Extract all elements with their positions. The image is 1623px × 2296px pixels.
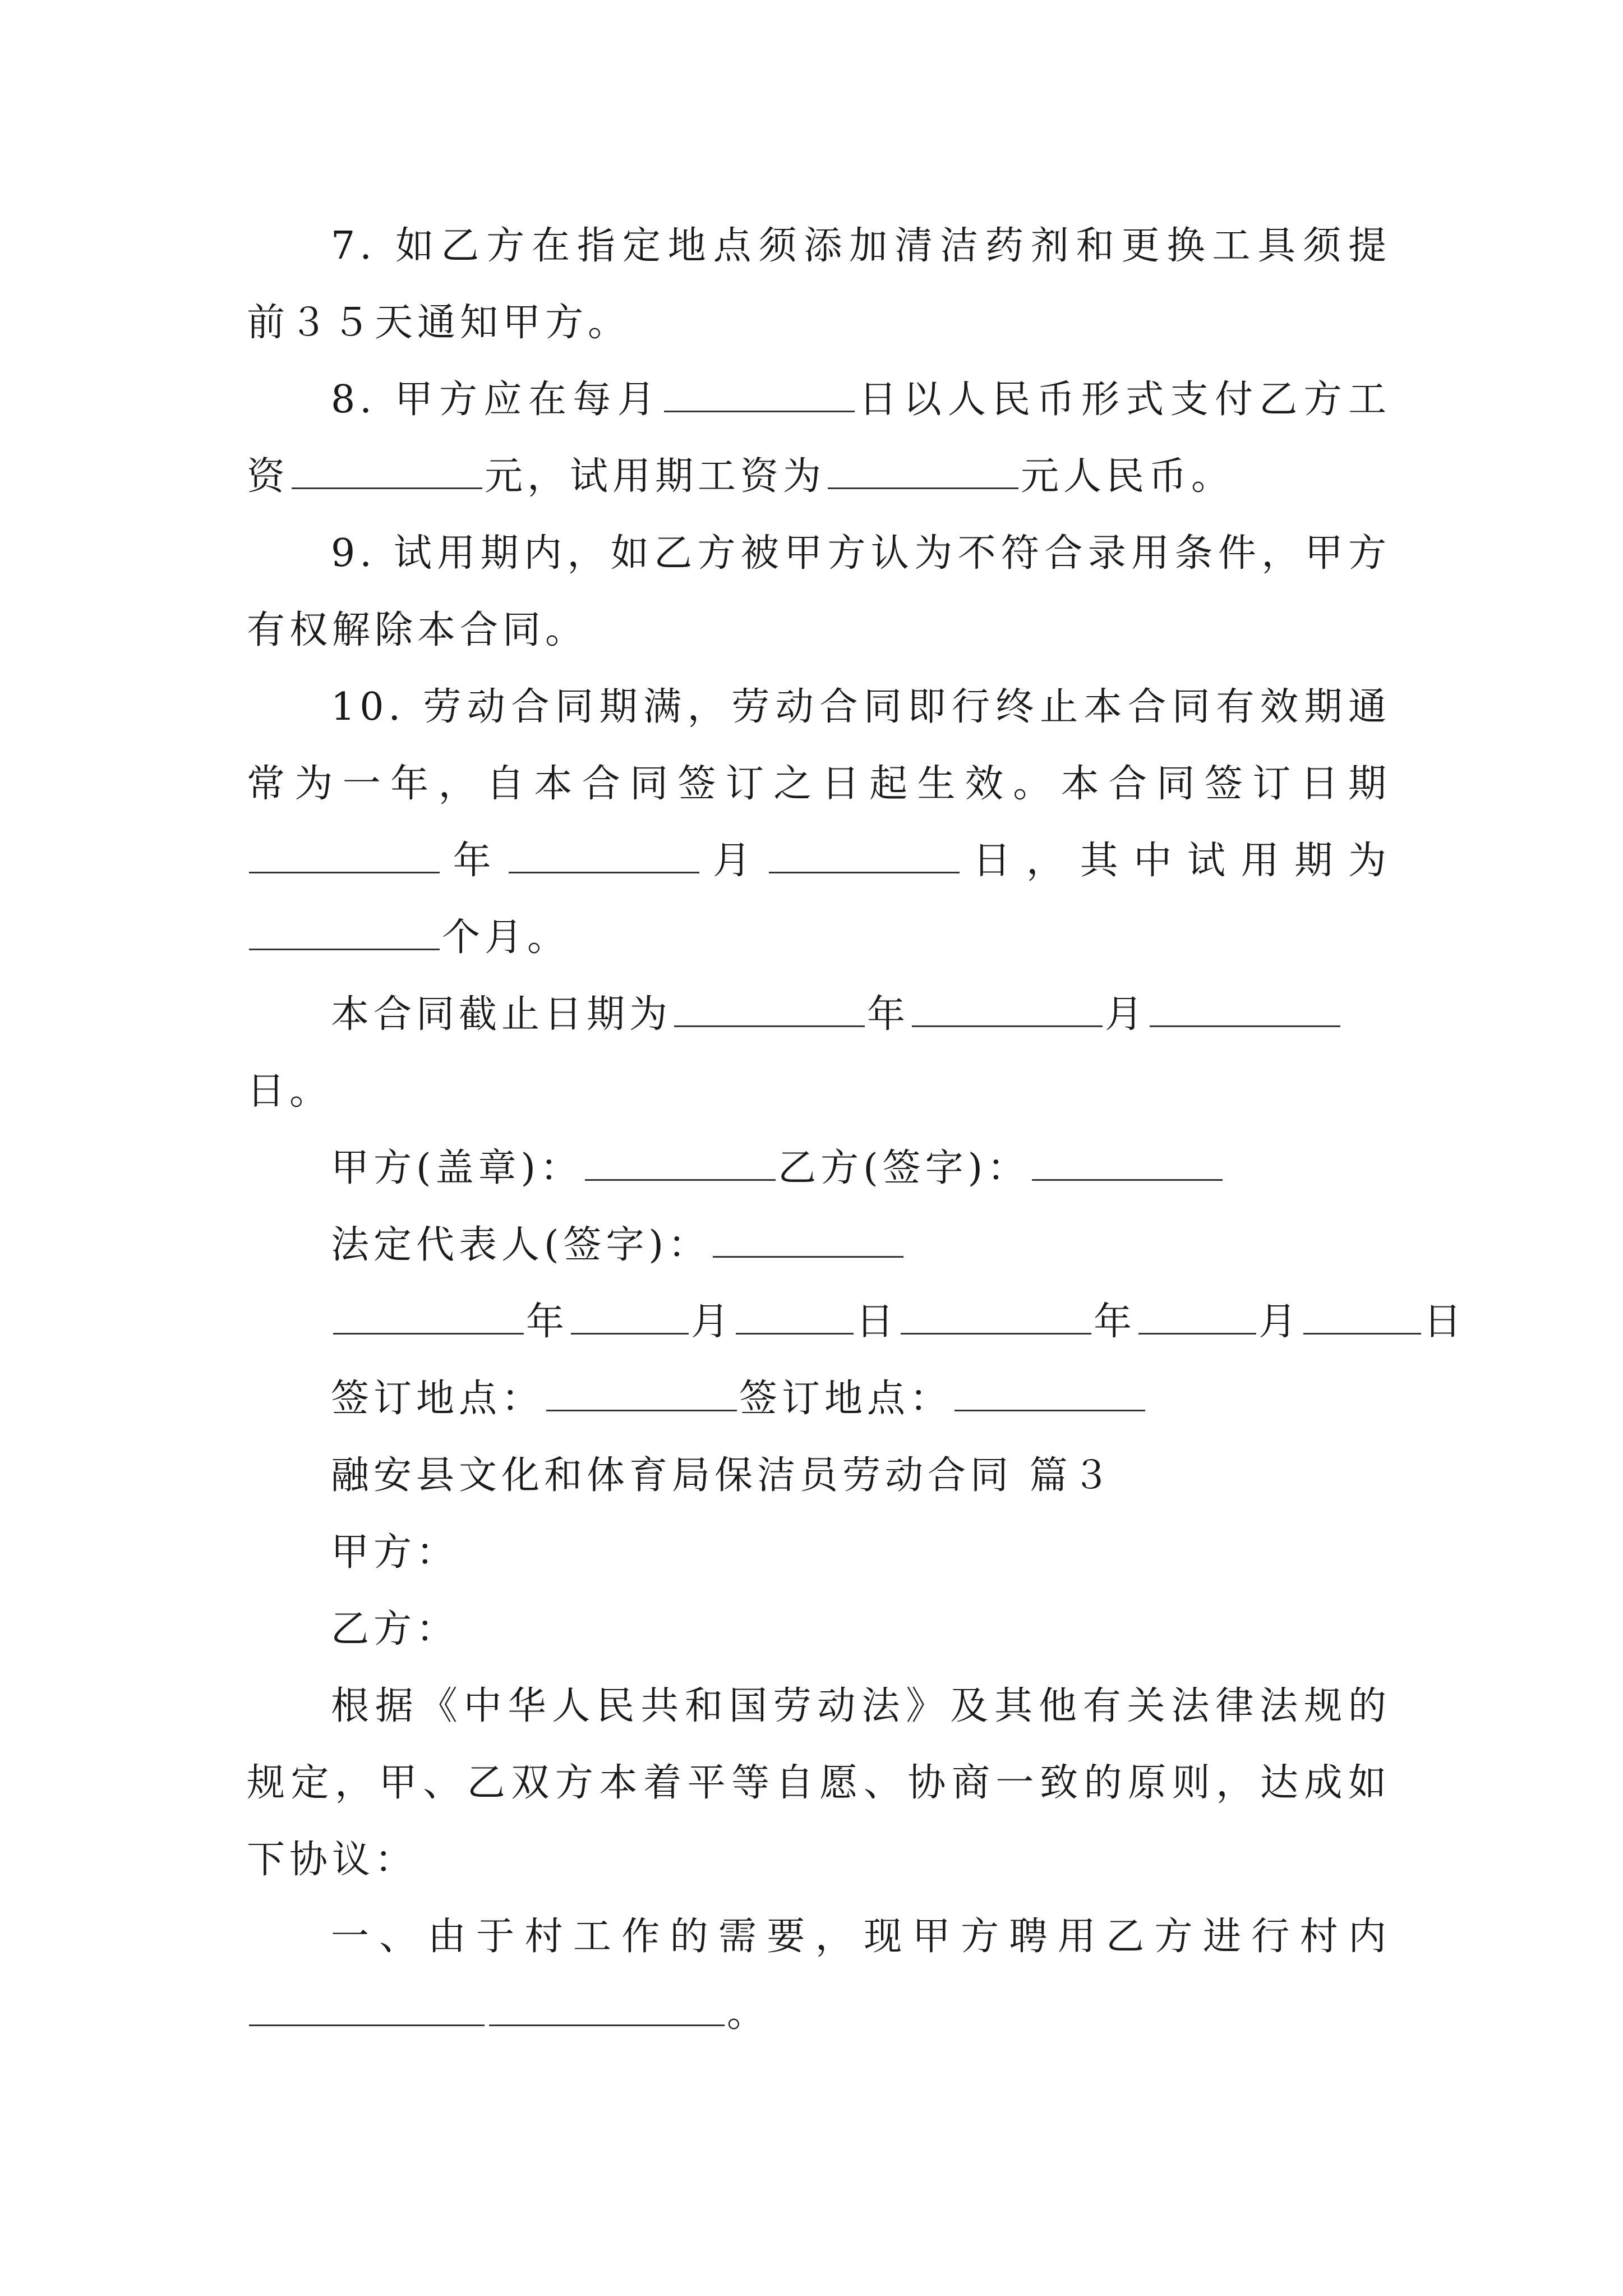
clause-8-line-2 xyxy=(247,438,1391,515)
date-day-label: 日 xyxy=(856,1300,899,1344)
end-date-label: 本合同截止日期为 xyxy=(331,992,672,1037)
signature-line xyxy=(247,1130,1391,1207)
clause-8-text-1: 8. 甲方应在每月 xyxy=(331,378,662,422)
party-a-label: 甲方： xyxy=(331,1530,459,1575)
date-day-label: 日 xyxy=(1423,1300,1467,1344)
blank-field[interactable] xyxy=(571,1299,689,1335)
end-date-line-2: 日。 xyxy=(247,1069,333,1114)
preamble-line-2: 规定，甲、乙双方本着平等自愿、协商一致的原则，达成如 xyxy=(247,1761,1391,1805)
date-month-label: 月 xyxy=(1258,1300,1302,1344)
blank-field[interactable] xyxy=(674,992,865,1027)
clause-9-line-2: 有权解除本合同。 xyxy=(247,608,588,652)
sign-place-label: 签订地点： xyxy=(331,1377,545,1421)
clause-10-line-3 xyxy=(247,822,1391,899)
sign-place-line xyxy=(247,1360,1391,1437)
date-year-label: 年 xyxy=(526,1300,569,1344)
clause-10-text: 日，其中试用期为 xyxy=(961,839,1391,883)
blank-field[interactable] xyxy=(1138,1299,1256,1335)
blank-field[interactable] xyxy=(1303,1299,1421,1335)
blank-field[interactable] xyxy=(828,454,1018,489)
clause-8-text-5: 元人民币。 xyxy=(1021,454,1234,499)
party-b-label: 乙方： xyxy=(331,1607,459,1651)
document-page xyxy=(247,208,1467,2052)
clause-8-line-1 xyxy=(247,361,1391,438)
party-b-sign-label: 乙方(签字)： xyxy=(778,1146,1030,1190)
clause-7-line-2: 前３５天通知甲方。 xyxy=(247,301,631,345)
blank-field[interactable] xyxy=(713,1222,903,1258)
blank-field[interactable] xyxy=(901,1299,1091,1335)
blank-field[interactable] xyxy=(292,454,482,489)
blank-field[interactable] xyxy=(664,377,855,412)
date-month-label: 月 xyxy=(691,1300,734,1344)
clause-8-text-4: 元，试用期工资为 xyxy=(485,454,826,499)
article-1-end: 。 xyxy=(727,1991,770,2036)
blank-field[interactable] xyxy=(1150,992,1340,1027)
blank-field[interactable] xyxy=(585,1145,776,1181)
clause-8-text-3: 资 xyxy=(247,454,290,499)
legal-rep-label: 法定代表人(签字)： xyxy=(331,1223,711,1267)
blank-field[interactable] xyxy=(509,838,699,873)
blank-field[interactable] xyxy=(912,992,1103,1027)
sign-place-label: 签订地点： xyxy=(739,1377,953,1421)
clause-8-text-2: 日以人民币形式支付乙方工 xyxy=(856,378,1391,422)
months-label: 个月。 xyxy=(442,915,570,960)
blank-field[interactable] xyxy=(736,1299,854,1335)
blank-field[interactable] xyxy=(769,838,960,873)
date-month-label: 月 xyxy=(1105,992,1148,1037)
blank-field[interactable] xyxy=(489,1991,725,2026)
blank-field[interactable] xyxy=(249,838,440,873)
clause-10-line-1: 10. 劳动合同期满，劳动合同即行终止本合同有效期通 xyxy=(331,685,1391,729)
blank-field[interactable] xyxy=(1032,1145,1223,1181)
preamble-line-3: 下协议： xyxy=(247,1838,418,1882)
date-year-label: 年 xyxy=(442,839,507,883)
legal-rep-line xyxy=(247,1207,1391,1283)
blank-field[interactable] xyxy=(955,1376,1145,1411)
clause-7-line-1: 7. 如乙方在指定地点须添加清洁药剂和更换工具须提 xyxy=(331,224,1391,268)
section-heading: 融安县文化和体育局保洁员劳动合同 篇３ xyxy=(331,1453,1115,1498)
article-1-line-1: 一、由于村工作的需要，现甲方聘用乙方进行村内 xyxy=(331,1915,1391,1959)
end-date-line-1 xyxy=(247,976,1391,1053)
clause-9-line-1: 9. 试用期内，如乙方被甲方认为不符合录用条件，甲方 xyxy=(331,531,1391,576)
date-month-label: 月 xyxy=(702,839,767,883)
preamble-line-1: 根据《中华人民共和国劳动法》及其他有关法律法规的 xyxy=(331,1684,1391,1728)
clause-10-line-2: 常为一年，自本合同签订之日起生效。本合同签订日期 xyxy=(247,762,1391,806)
blank-field[interactable] xyxy=(249,1991,485,2026)
clause-10-line-4 xyxy=(247,899,1391,976)
date-year-label: 年 xyxy=(1094,1300,1137,1344)
party-a-seal-label: 甲方(盖章)： xyxy=(331,1146,583,1190)
sign-dates-line xyxy=(247,1283,1467,1360)
article-1-line-2 xyxy=(247,1975,1391,2052)
date-year-label: 年 xyxy=(867,992,910,1037)
blank-field[interactable] xyxy=(333,1299,524,1335)
blank-field[interactable] xyxy=(546,1376,737,1411)
blank-field[interactable] xyxy=(249,915,440,950)
